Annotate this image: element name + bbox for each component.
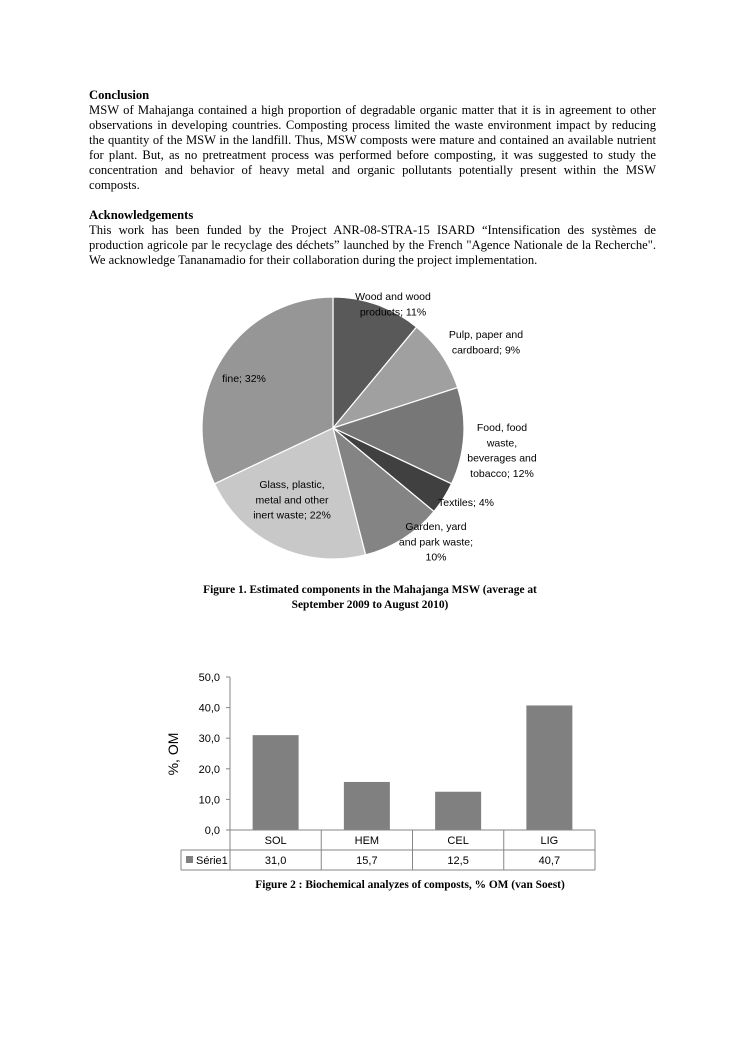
y-tick-label: 30,0 [198,733,220,746]
acknowledgements-paragraph: This work has been funded by the Project ANR-08-STRA-15 ISARD “Intensification des systèmes de production agricole par le recyclage des déchets” launched by the French "Agence Nationale de la Recherche". We acknowledge Tananamadio for their collaboration during the project implementation. [89,223,656,267]
bar [435,792,481,830]
data-value-label: 40,7 [538,855,561,867]
pie-slice-label: Wood and wood products; 11% [355,291,431,319]
pie-slice-label: fine; 32% [222,373,266,385]
pie-slice-label: Food, food waste, beverages and tobacco; 12% [467,422,537,480]
pie-slice-label: Glass, plastic, metal and other inert waste; 22% [253,479,331,522]
data-value-label: 15,7 [356,855,378,867]
y-tick-label: 50,0 [198,672,220,684]
figure-1-caption [150,583,590,613]
bar-data-table [181,830,595,870]
bar-chart [0,650,744,880]
y-tick-label: 40,0 [198,702,220,715]
pie-slice-label: Textiles; 4% [437,497,495,509]
legend-key [186,856,193,863]
acknowledgements-heading: Acknowledgements [89,208,194,222]
x-category-label: CEL [447,835,469,847]
pie-slice-label: Garden, yard and park waste; 10% [398,521,474,564]
bar [344,782,390,830]
x-category-label: SOL [264,835,287,847]
y-tick-label: 0,0 [204,825,220,837]
y-tick-label: 20,0 [198,763,220,776]
pie-slices [202,297,464,559]
bar-axis [165,672,230,837]
pie-slice-label: Pulp, paper and cardboard; 9% [448,329,524,357]
data-value-label: 31,0 [264,855,287,867]
bar-marks [253,705,573,830]
conclusion-heading: Conclusion [89,88,150,102]
x-category-label: HEM [354,835,380,847]
bar [526,705,572,830]
y-axis-title: %, OM [165,732,181,776]
conclusion-paragraph: MSW of Mahajanga contained a high proportion of degradable organic matter that it is in agreement to other observations in developing countries. Composting process limited the waste environment impact by reducing the quantity of the MSW in the landfill. Thus, MSW composts were mature and contained an available nutrient for plant. But, as no pretreatment process was performed before composting, it was suggested to study the concentration and behavior of heavy metal and organic pollutants potentially present within the MSW composts. [89,103,656,192]
data-value-label: 12,5 [447,855,469,867]
legend-series-label: Série1 [196,855,228,867]
figure-2-caption: Figure 2 : Biochemical analyzes of composts, % OM (van Soest) [255,879,565,891]
figure-1-caption-line-2: September 2009 to August 2010) [291,599,449,611]
bar [253,735,299,830]
y-tick-label: 10,0 [198,794,220,807]
figure-1-caption-line-1: Figure 1. Estimated components in the Mahajanga MSW (average at [203,584,537,596]
x-category-label: LIG [540,835,559,847]
